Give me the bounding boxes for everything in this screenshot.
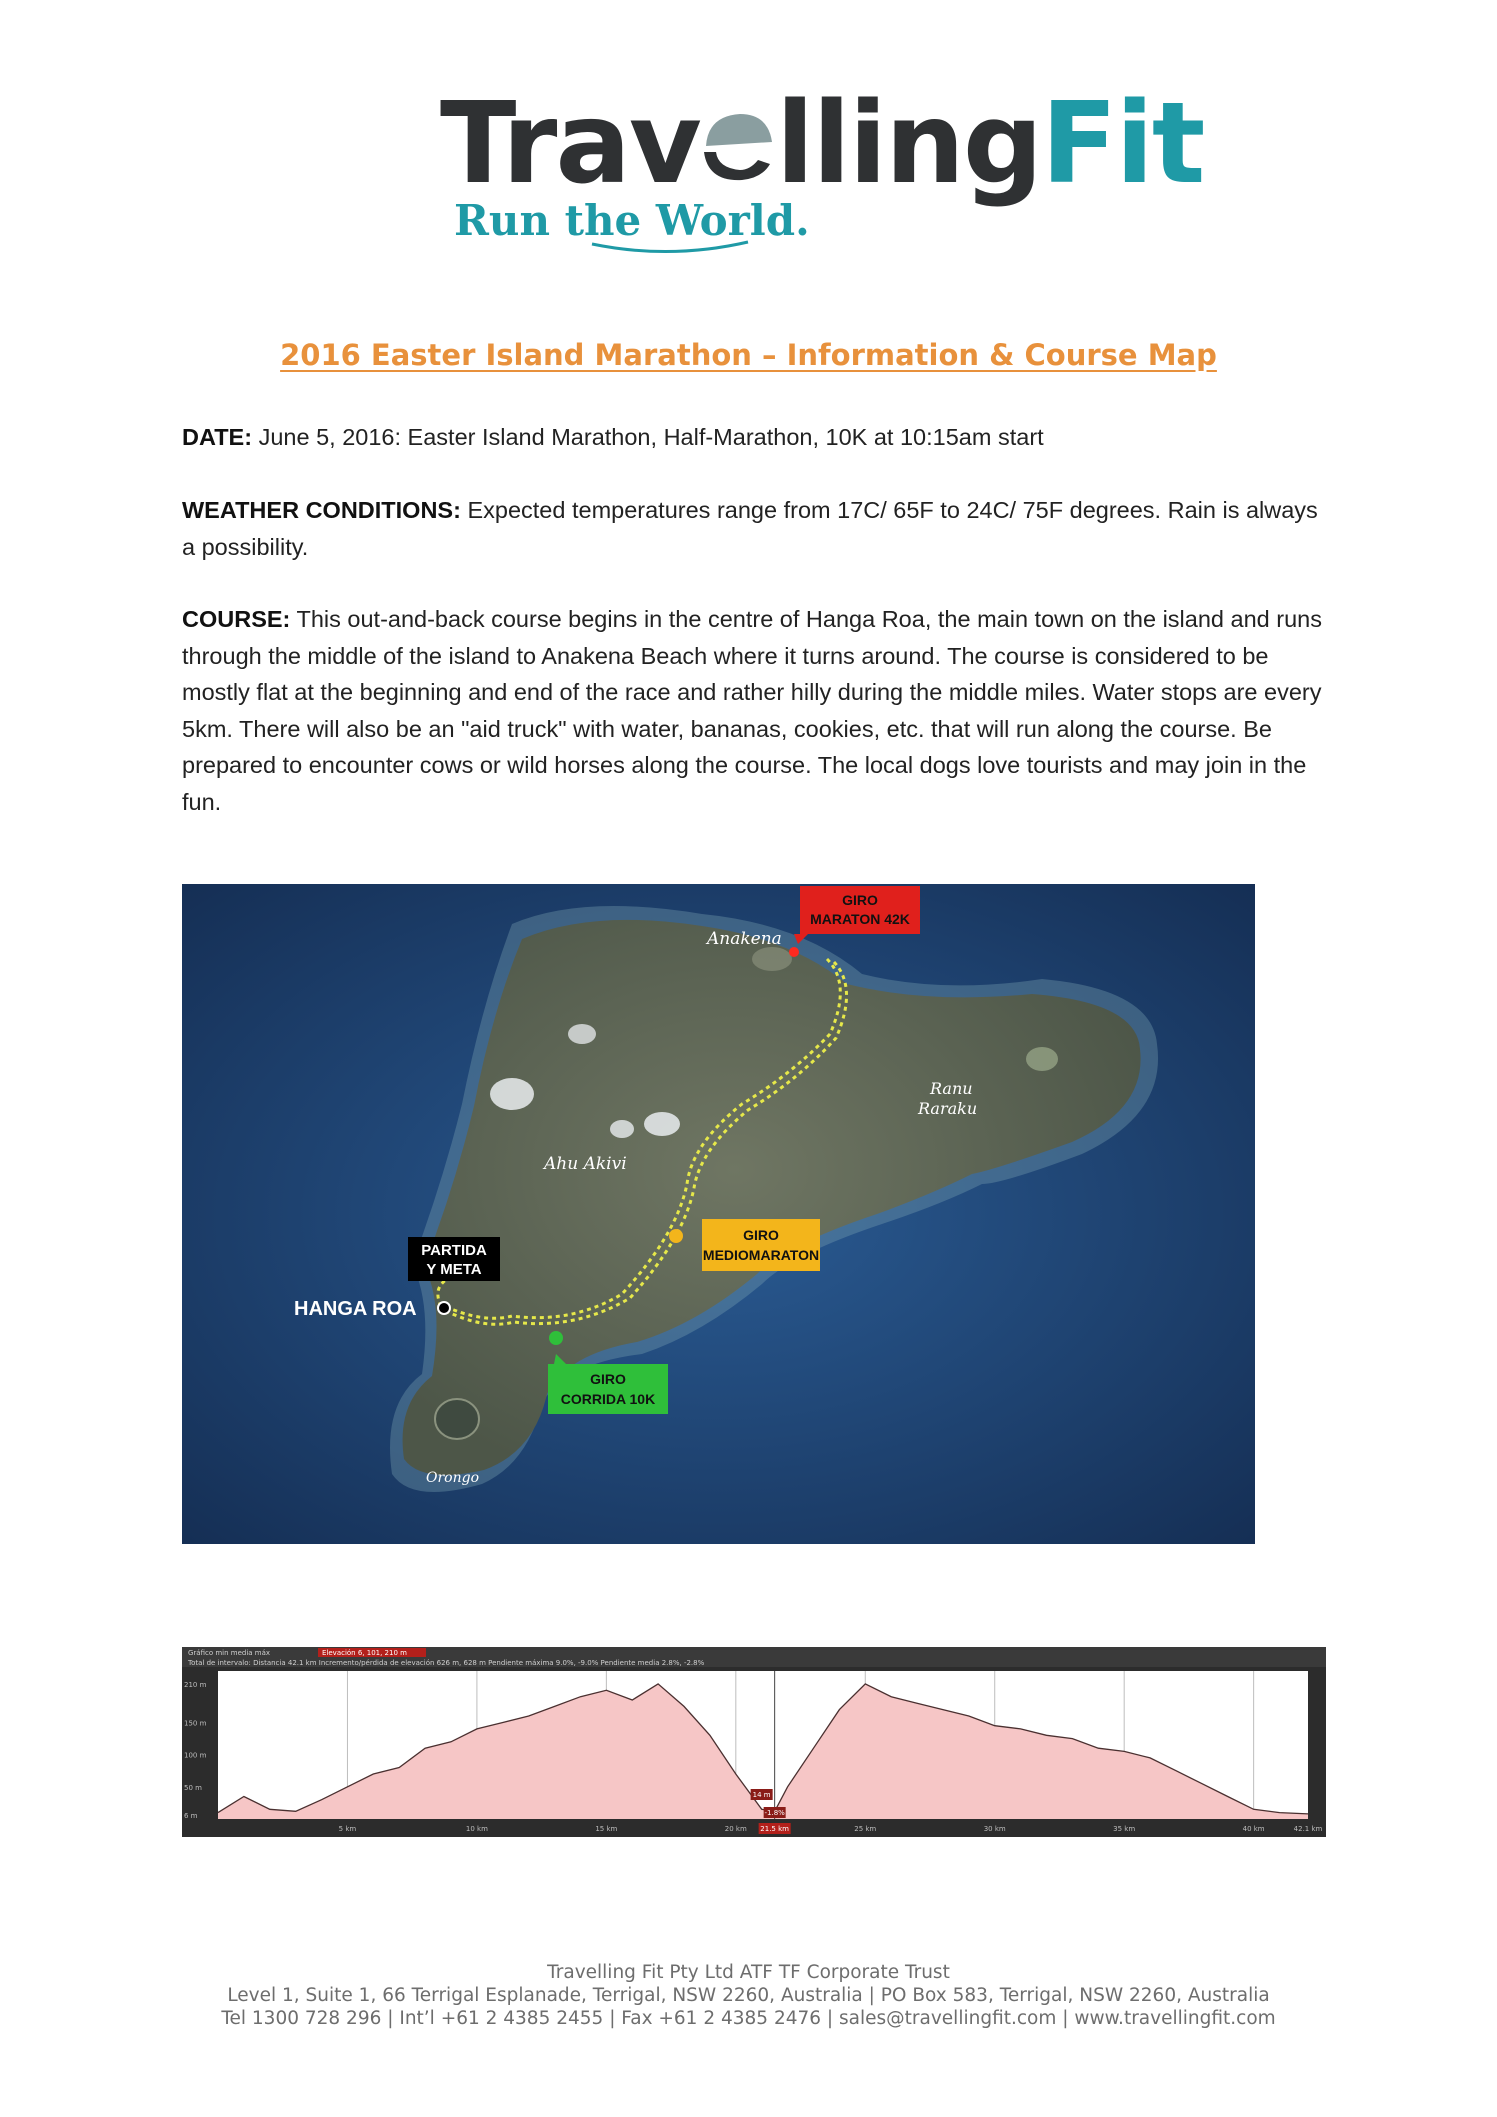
y-tick-label: 50 m (184, 1783, 202, 1792)
course-map (182, 884, 1255, 1544)
logo-swoosh-icon (590, 238, 750, 258)
cloud (610, 1120, 634, 1138)
x-tick-label: 35 km (1113, 1825, 1136, 1833)
y-tick-label: 150 m (184, 1719, 207, 1728)
logo-word-part: Trav (440, 79, 700, 209)
x-tick-label: 20 km (724, 1825, 747, 1833)
cloud (568, 1024, 596, 1044)
course-text: This out-and-back course begins in the centre of Hanga Roa, the main town on the island and runs through the middle of the island to Anakena Beach where it turns around. The course is considered to be mostly flat at the beginning and end of the race and rather hilly during the middle miles. Water stops are every 5km. There will also be an "aid truck" with water, bananas, cookies, etc. that will run along the course. Be prepared to encounter cows or wild horses along the course. The local dogs love tourists and may join in the fun. (182, 606, 1322, 815)
half-turn-marker (669, 1229, 683, 1243)
footer-company: Travelling Fit Pty Ltd ATF TF Corporate Trust (547, 1962, 950, 1983)
x-tick-label: 40 km (1242, 1825, 1265, 1833)
half-label-line2: MEDIOMARATON (702, 1247, 820, 1263)
x-tick-label: 30 km (983, 1825, 1006, 1833)
elevation-profile-chart (182, 1647, 1326, 1837)
course-label: COURSE: (182, 606, 291, 632)
cursor-bottom-label: -1.8% (764, 1809, 785, 1817)
footer-address: Level 1, Suite 1, 66 Terrigal Esplanade, Terrigal, NSW 2260, Australia | PO Box 583, Terrigal, NSW 2260, Australia (227, 1985, 1270, 2006)
profile-header-2: Total de intervalo: Distancia 42.1 km Incremento/pérdida de elevación 626 m, 628 m Pendiente máxima 9.0%, -9.0% Pendiente media 2.8%, -2.8% (188, 1659, 705, 1667)
marathon-turn-marker (789, 947, 799, 957)
marathon-label-line1: GIRO (842, 892, 878, 908)
x-tick-label: 42.1 km (1293, 1825, 1323, 1833)
half-label-line1: GIRO (743, 1227, 779, 1243)
ten-k-turn-marker (549, 1331, 563, 1345)
company-logo (440, 79, 1204, 258)
x-tick-label: 10 km (465, 1825, 488, 1833)
start-finish-marker (438, 1302, 450, 1314)
place-ranu: Ranu (930, 1079, 973, 1098)
logo-wordmark (440, 79, 1204, 209)
profile-header-highlight: Elevación 6, 101, 210 m (322, 1649, 407, 1657)
logo-word-part: Fit (1041, 79, 1204, 209)
cursor-top-label: 14 m (752, 1791, 771, 1799)
ten-k-label-line2: CORRIDA 10K (560, 1391, 656, 1407)
place-raraku: Raraku (918, 1099, 978, 1118)
x-tick-label: 5 km (338, 1825, 357, 1833)
place-ahu-akivi: Ahu Akivi (544, 1154, 627, 1174)
crater (435, 1399, 479, 1439)
x-tick-label: 15 km (595, 1825, 618, 1833)
cloud (490, 1078, 534, 1110)
marathon-label-line2: MARATON 42K (810, 911, 910, 927)
footer-contact: Tel 1300 728 296 | Int’l +61 2 4385 2455 | Fax +61 2 4385 2476 | sales@travellingfit.com | www.travellingfit.com (221, 2008, 1276, 2029)
place-hanga-roa: HANGA ROA (294, 1298, 417, 1320)
start-label-line1: PARTIDA (421, 1242, 487, 1259)
place-anakena: Anakena (707, 929, 782, 949)
course-section (182, 601, 1332, 820)
cloud (644, 1112, 680, 1136)
y-tick-label: 100 m (184, 1751, 207, 1760)
weather-label: WEATHER CONDITIONS: (182, 497, 461, 523)
page-title: 2016 Easter Island Marathon – Information & Course Map (280, 338, 1217, 372)
profile-header-1: Gráfico min media máx (188, 1649, 271, 1657)
logo-tagline: Run the World. (454, 196, 810, 245)
weather-text: Expected temperatures range from 17C/ 65F to 24C/ 75F degrees. Rain is always a possibility. (182, 497, 1318, 560)
elevation-profile (182, 1647, 1326, 1837)
crater (1026, 1047, 1058, 1071)
x-tick-label: 21.5 km (760, 1825, 789, 1833)
y-tick-label: 6 m (184, 1812, 198, 1821)
date-section (182, 419, 1332, 456)
date-text: June 5, 2016: Easter Island Marathon, Half-Marathon, 10K at 10:15am start (252, 424, 1044, 450)
date-label: DATE: (182, 424, 253, 450)
logo-word-part: lling (775, 79, 1041, 209)
place-orongo: Orongo (426, 1470, 480, 1486)
weather-section (182, 492, 1332, 565)
beach (752, 947, 792, 971)
logo-e-leaf-icon (700, 90, 776, 170)
x-tick-label: 25 km (854, 1825, 877, 1833)
ten-k-label-line1: GIRO (590, 1371, 626, 1387)
start-label-line2: Y META (426, 1261, 482, 1278)
y-tick-label: 210 m (184, 1680, 207, 1689)
